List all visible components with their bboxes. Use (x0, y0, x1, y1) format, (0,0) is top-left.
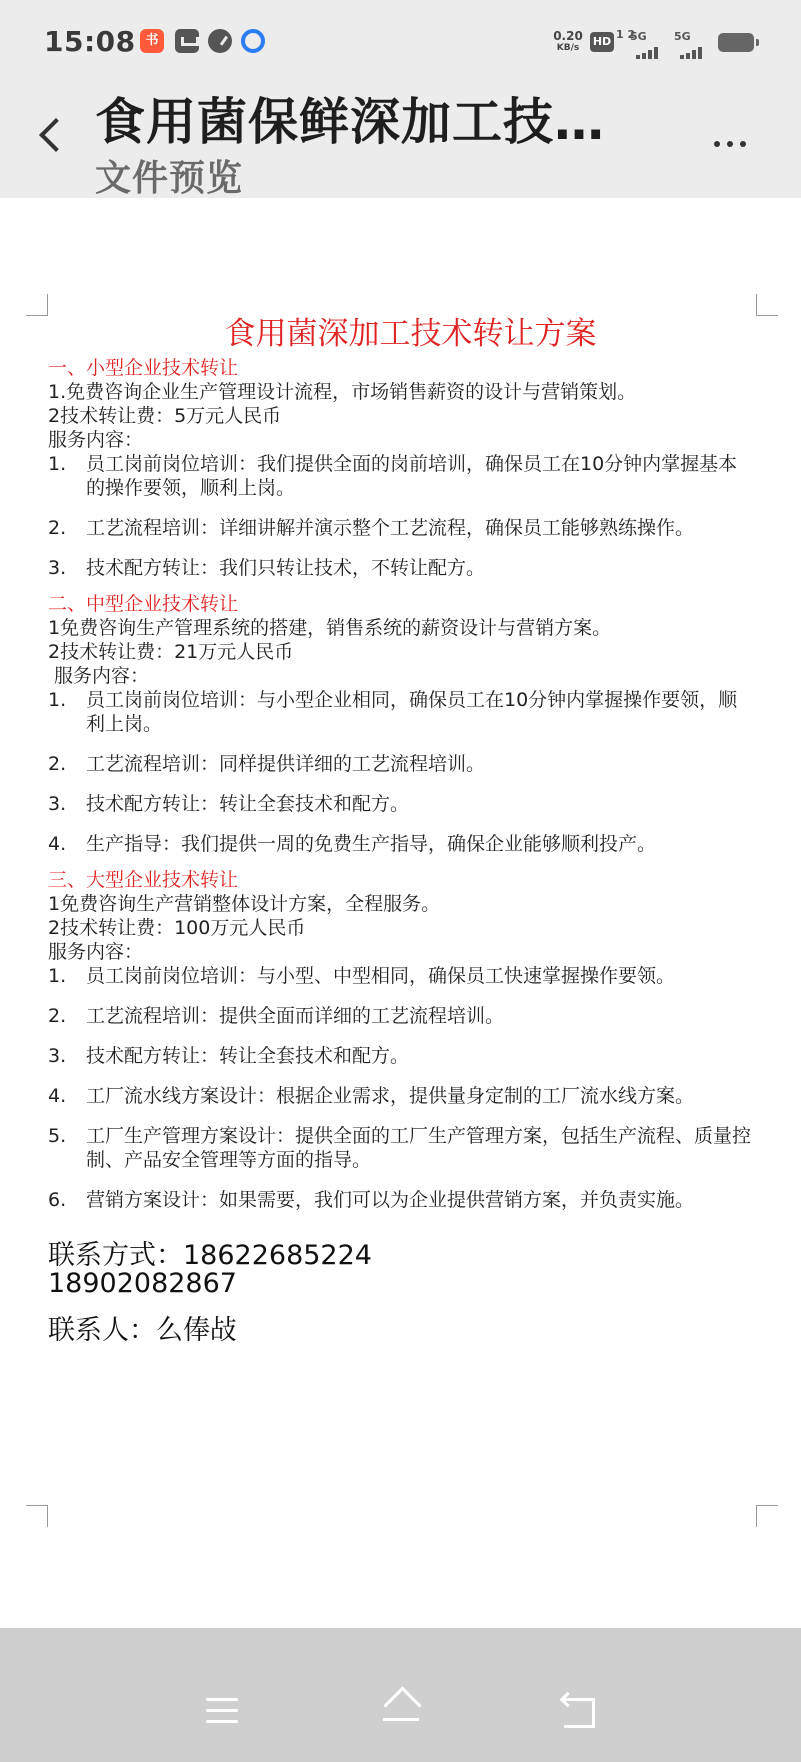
compass-icon (208, 29, 232, 53)
message-icon (175, 29, 199, 53)
list-number: 6. (48, 1189, 67, 1211)
document-title: 食用菌深加工技术转让方案 (224, 316, 597, 352)
service-list (48, 688, 753, 856)
text-line: 1免费咨询生产营销整体设计方案，全程服务。 (48, 893, 441, 915)
list-text: 工厂流水线方案设计：根据企业需求，提供量身定制的工厂流水线方案。 (86, 1085, 695, 1107)
signal-icon (630, 30, 662, 52)
page-title: 食用菌保鲜深加工技… (95, 93, 605, 151)
list-number: 1. (48, 453, 67, 475)
text-line: 2技术转让费：5万元人民币 (48, 405, 282, 427)
list-text: 工艺流程培训：详细讲解并演示整个工艺流程，确保员工能够熟练操作。 (86, 517, 695, 539)
list-text: 技术配方转让：转让全套技术和配方。 (86, 793, 410, 815)
list-number: 2. (48, 517, 67, 539)
list-text: 工艺流程培训：提供全面而详细的工艺流程培训。 (86, 1005, 505, 1027)
service-list (48, 452, 753, 580)
service-list (48, 964, 753, 1212)
list-number: 5. (48, 1125, 67, 1147)
list-item (48, 832, 753, 856)
page-subtitle: 文件预览 (95, 158, 244, 199)
document-preview[interactable] (48, 312, 753, 1346)
list-number: 4. (48, 1085, 67, 1107)
list-item (48, 792, 753, 816)
page-corner-mark (756, 1505, 778, 1527)
page-corner-mark (26, 1505, 48, 1527)
list-item (48, 516, 753, 540)
home-icon[interactable] (381, 1688, 421, 1724)
net-speed (551, 30, 585, 54)
list-number: 1. (48, 965, 67, 987)
status-bar (0, 0, 801, 80)
signal-label: 5G (674, 30, 691, 43)
text-line: 服务内容： (48, 429, 144, 451)
list-text: 工艺流程培训：同样提供详细的工艺流程培训。 (86, 753, 486, 775)
contact-person: 联系人：么俸敁 (48, 1315, 237, 1346)
signal-icon (674, 30, 706, 52)
text-line: 2技术转让费：100万元人民币 (48, 917, 306, 939)
list-text: 生产指导：我们提供一周的免费生产指导，确保企业能够顺利投产。 (86, 833, 657, 855)
section-heading: 三、大型企业技术转让 (48, 869, 239, 891)
list-item (48, 1124, 753, 1172)
list-item (48, 964, 753, 988)
text-line: 1免费咨询生产管理系统的搭建，销售系统的薪资设计与营销方案。 (48, 617, 612, 639)
text-line: 服务内容： (48, 941, 144, 963)
contact-phone[interactable]: 18902082867 (48, 1268, 237, 1299)
contact-info (48, 1242, 753, 1298)
page-corner-mark (26, 294, 48, 316)
list-item (48, 1044, 753, 1068)
net-speed-value: 0.20 (553, 29, 583, 43)
list-item (48, 556, 753, 580)
list-text: 技术配方转让：我们只转让技术，不转让配方。 (86, 557, 486, 579)
xiaohongshu-icon: 书 (140, 29, 164, 53)
list-number: 3. (48, 557, 67, 579)
list-text: 员工岗前岗位培训：我们提供全面的岗前培训，确保员工在10分钟内掌握基本的操作要领，顺利上岗。 (86, 453, 738, 499)
text-line: 2技术转让费：21万元人民币 (48, 641, 294, 663)
list-number: 2. (48, 1005, 67, 1027)
signal-label: 5G (630, 30, 647, 43)
list-text: 工厂生产管理方案设计：提供全面的工厂生产管理方案，包括生产流程、质量控制、产品安全管理等方面的指导。 (86, 1125, 752, 1171)
list-number: 1. (48, 689, 67, 711)
list-number: 2. (48, 753, 67, 775)
battery-icon (718, 33, 754, 52)
list-text: 员工岗前岗位培训：与小型、中型相同，确保员工快速掌握操作要领。 (86, 965, 676, 987)
list-item (48, 688, 753, 736)
browser-icon (241, 29, 265, 53)
text-line: 服务内容： (54, 665, 150, 687)
text-line: 1.免费咨询企业生产管理设计流程，市场销售薪资的设计与营销策划。 (48, 381, 637, 403)
menu-icon[interactable] (206, 1698, 238, 1724)
list-item (48, 752, 753, 776)
net-speed-unit: KB/s (556, 43, 580, 53)
top-bar (0, 0, 801, 198)
hd-voice-icon: HD (590, 32, 614, 52)
list-text: 员工岗前岗位培训：与小型企业相同，确保员工在10分钟内掌握操作要领，顺利上岗。 (86, 689, 738, 735)
system-nav-bar (0, 1628, 801, 1762)
contact-phone[interactable]: 联系方式：18622685224 (48, 1240, 372, 1271)
back-icon[interactable] (560, 1694, 596, 1726)
page-corner-mark (756, 294, 778, 316)
status-time: 15:08 (44, 25, 136, 58)
chevron-left-icon[interactable] (36, 115, 62, 155)
list-item (48, 1188, 753, 1212)
list-text: 营销方案设计：如果需要，我们可以为企业提供营销方案，并负责实施。 (86, 1189, 695, 1211)
list-number: 4. (48, 833, 67, 855)
list-item (48, 1004, 753, 1028)
list-text: 技术配方转让：转让全套技术和配方。 (86, 1045, 410, 1067)
more-horizontal-icon[interactable] (714, 132, 756, 142)
list-number: 3. (48, 1045, 67, 1067)
section-heading: 一、小型企业技术转让 (48, 357, 239, 379)
list-number: 3. (48, 793, 67, 815)
list-item (48, 1084, 753, 1108)
sim-index: 1 2 (616, 28, 636, 41)
list-item (48, 452, 753, 500)
section-heading: 二、中型企业技术转让 (48, 593, 239, 615)
